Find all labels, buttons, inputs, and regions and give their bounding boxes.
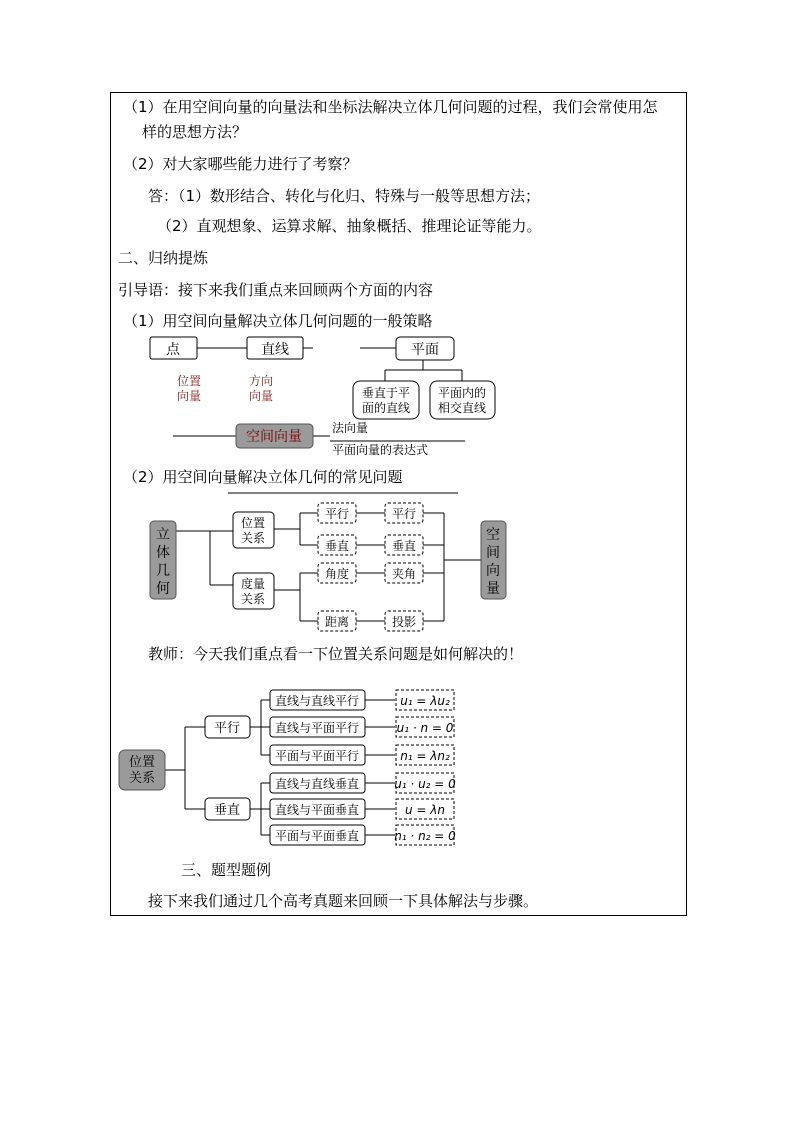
relation-label: 直线与平面垂直 <box>274 803 360 817</box>
relation-row <box>270 690 454 710</box>
included-angle-label: 夹角 <box>391 567 417 581</box>
perpendicular-right-label: 垂直 <box>391 539 417 553</box>
solid-geo-char-4: 何 <box>156 581 170 597</box>
relation-formula: n₁ = λn₂ <box>400 749 450 763</box>
relation-row <box>270 773 456 793</box>
relation-label: 直线与平面平行 <box>274 721 360 735</box>
position-relation-diagram <box>0 680 794 855</box>
section-title-3: 三、题型题例 <box>181 861 272 879</box>
relation-formula: u₁ · u₂ = 0 <box>394 777 456 791</box>
point-label: 点 <box>166 342 180 358</box>
position-relation-label-2: 关系 <box>240 531 266 545</box>
space-vec-char-1: 空 <box>486 527 500 543</box>
perpendicular-branch-label: 垂直 <box>213 803 241 818</box>
direction-vector-label-1: 方向 <box>248 374 274 388</box>
perp-line-label-2: 面的直线 <box>361 401 411 415</box>
position-relation-gray-label-1: 位置 <box>128 755 156 770</box>
intro-text: 引导语：接下来我们重点来回顾两个方面的内容 <box>118 281 434 299</box>
parallel-right-label: 平行 <box>391 507 417 521</box>
perp-line-label-1: 垂直于平 <box>361 386 411 400</box>
question-1-line-1: （1）在用空间向量的向量法和坐标法解决立体几何问题的过程，我们会常使用怎 <box>123 98 658 116</box>
answer-1: 答：（1）数形结合、转化与化归、特殊与一般等思想方法； <box>148 187 541 205</box>
common-problems-heading: （2）用空间向量解决立体几何的常见问题 <box>123 468 403 486</box>
relation-formula: n₁ · n₂ = 0 <box>394 829 456 843</box>
relation-formula: u₁ = λu₂ <box>400 694 450 708</box>
parallel-branch-label: 平行 <box>213 721 241 736</box>
position-relation-gray-label-2: 关系 <box>128 771 156 786</box>
relation-label: 直线与直线垂直 <box>274 777 360 791</box>
line-label: 直线 <box>261 342 289 358</box>
strategy-heading: （1）用空间向量解决立体几何问题的一般策略 <box>123 312 433 330</box>
inter-lines-label-2: 相交直线 <box>437 401 487 415</box>
angle-label: 角度 <box>324 567 350 581</box>
relation-row <box>270 825 456 845</box>
space-vec-char-4: 量 <box>486 581 500 597</box>
position-relation-label-1: 位置 <box>240 516 266 530</box>
space-vec-char-3: 向 <box>486 563 500 579</box>
projection-label: 投影 <box>391 615 417 629</box>
relation-label: 平面与平面垂直 <box>274 829 360 843</box>
normal-vector-label: 法向量 <box>332 421 369 435</box>
metric-relation-label-1: 度量 <box>240 577 266 591</box>
question-1-line-2: 样的思想方法？ <box>142 123 248 141</box>
relation-label: 平面与平面平行 <box>274 749 360 763</box>
question-2: （2）对大家哪些能力进行了考察？ <box>123 155 358 173</box>
metric-relation-label-2: 关系 <box>240 592 266 606</box>
relation-row <box>270 745 454 765</box>
answer-2: （2）直观想象、运算求解、抽象概括、推理论证等能力。 <box>157 217 542 235</box>
perpendicular-label: 垂直 <box>324 539 350 553</box>
section-title-2: 二、归纳提炼 <box>118 249 209 267</box>
solid-geo-char-3: 几 <box>156 563 170 579</box>
relation-row <box>270 717 454 737</box>
solid-geo-char-1: 立 <box>156 527 170 543</box>
teacher-text: 教师：今天我们重点看一下位置关系问题是如何解决的！ <box>148 645 524 663</box>
position-vector-label-2: 向量 <box>176 389 202 403</box>
space-vec-char-2: 间 <box>486 545 500 561</box>
relation-row <box>270 799 454 819</box>
plane-label: 平面 <box>411 342 439 358</box>
plane-vector-expression-label: 平面向量的表达式 <box>332 443 429 457</box>
strategy-diagram <box>0 0 794 470</box>
common-problems-diagram <box>0 485 794 640</box>
position-vector-label-1: 位置 <box>176 374 202 388</box>
solid-geo-char-2: 体 <box>156 545 170 561</box>
relation-label: 直线与直线平行 <box>274 694 360 708</box>
inter-lines-label-1: 平面内的 <box>437 386 487 400</box>
parallel-label: 平行 <box>324 507 350 521</box>
closing-text: 接下来我们通过几个高考真题来回顾一下具体解法与步骤。 <box>148 892 539 910</box>
direction-vector-label-2: 向量 <box>248 389 274 403</box>
relation-formula: u₁ · n = 0 <box>396 721 454 735</box>
distance-label: 距离 <box>324 615 350 629</box>
space-vector-label: 空间向量 <box>246 429 302 445</box>
relation-formula: u = λn <box>405 803 445 817</box>
